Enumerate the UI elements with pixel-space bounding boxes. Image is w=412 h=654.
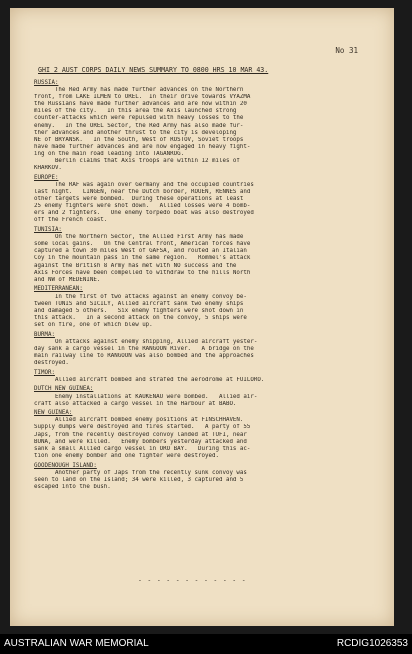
text-line: KHARKOV. (34, 165, 62, 172)
section-heading: TUNISIA: (34, 227, 62, 234)
text-line: sank a small Allied cargo vessel in ORO BAY. During this ac- (34, 445, 251, 452)
section-heading: MEDITERRANEAN: (34, 286, 83, 293)
section-heading: NEW GUINEA: (34, 410, 73, 417)
text-line: captured a town 30 miles West of GAFSA, and routed an Italian (34, 248, 247, 255)
text-line: In the first of two attacks against an enemy convoy be- (34, 293, 247, 300)
text-line: enemy. In the OREL Sector, the Red Army has also made fur- (34, 122, 244, 129)
text-line: other targets were bombed. During these operations at least (34, 196, 244, 203)
text-line: off the French coast. (34, 217, 108, 224)
text-line: The RAF was again over Germany and the occupied countries (34, 181, 254, 188)
section-heading: RUSSIA: (34, 80, 59, 86)
text-line: Another party of Japs from the recently sunk convoy was (34, 469, 247, 476)
section-heading: GOODENOUGH ISLAND: (34, 462, 97, 469)
text-line: main railway line to RANGOON was also bombed and the approaches (34, 352, 254, 359)
text-line: On the Northern Sector, the Allied First Army has made (34, 234, 244, 241)
text-line: destroyed. (34, 359, 69, 366)
text-line: counter-attacks which were repulsed with heavy losses to the (34, 115, 244, 122)
section (34, 175, 370, 225)
section-heading: EUROPE: (34, 174, 59, 181)
end-rule: - - - - - - - - - - - - (138, 576, 247, 584)
text-line: NE of BRYANSK. In the South, West of ROSTOV, Soviet troops (34, 136, 244, 143)
text-line: the Russians have made further advances and are now within 20 (34, 101, 247, 108)
section (34, 227, 370, 284)
text-line: On attacks against enemy shipping, Allied aircraft yester- (34, 338, 258, 345)
text-line: and NW of MEDENINE. (34, 276, 101, 283)
document-body (34, 80, 370, 494)
section (34, 80, 370, 172)
text-line: Enemy installations at KAUKENAU were bombed. Allied air- (34, 393, 258, 400)
text-line: front, from LAKE ILMEN to OREL. In their drive towards VYAZMA (34, 94, 251, 101)
text-line: Supply dumps were destroyed and fires started. A party of 55 (34, 424, 251, 431)
text-line: Coy in the mountain pass in the same region. Rommel's attack (34, 255, 251, 262)
section-heading: TIMOR: (34, 369, 55, 376)
text-line: Axis Forces have been compelled to withdraw to the hills North (34, 269, 251, 276)
text-line: Berlin claims that Axis troops are within 12 miles of (34, 158, 240, 165)
text-line: ing on the main road leading into TAGANROG. (34, 150, 185, 157)
text-line: miles of the city. In this area the Axis launched strong (34, 108, 237, 115)
section-heading: BURMA: (34, 331, 55, 338)
text-line: seen to land on the Island; 34 were killed, 3 captured and 5 (34, 476, 244, 483)
text-line: ther advances and another thrust to the city is developing (34, 129, 237, 136)
text-line: day sank a cargo vessel in the RANGOON River. A bridge on the (34, 345, 254, 352)
record-id: RCDIG1026353 (336, 638, 408, 649)
text-line: have made further advances and are now engaged in heavy fight- (34, 143, 251, 150)
section-heading: DUTCH NEW GUINEA: (34, 386, 94, 393)
text-line: 25 enemy fighters were shot down. Allied losses were 4 bomb- (34, 203, 251, 210)
text-line: Allied aircraft bombed and strafed the aerodrome at FUILORO. (34, 376, 265, 383)
document-page (10, 8, 394, 626)
section (34, 286, 370, 329)
section (34, 410, 370, 460)
text-line: tween TUNIS and SICILY, Allied aircraft sank two enemy ships (34, 300, 244, 307)
text-line: escaped into the bush. (34, 483, 111, 490)
text-line: The Red Army has made further advances on the Northern (34, 87, 244, 94)
document-number: No 31 (335, 46, 358, 55)
caption-bar (0, 634, 412, 654)
text-line: last night. LINGEN, near the Dutch border, ROUEN, RENNES and (34, 189, 251, 195)
text-line: craft also attacked a cargo vessel in the Harbour at BABO. (34, 400, 237, 407)
document-title: GHI 2 AUST CORPS DAILY NEWS SUMMARY TO 0800 HRS 10 MAR 43. (38, 66, 269, 74)
section (34, 386, 370, 407)
text-line: ers and 2 fighters. One enemy torpedo boat was also destroyed (34, 210, 254, 217)
text-line: this attack. In a second attack on the convoy, 5 ships were (34, 314, 247, 321)
section (34, 463, 370, 491)
text-line: some local gains. On the Central front, American forces have (34, 241, 251, 248)
text-line: Allied aircraft bombed enemy positions at FINSCHHAVEN. (34, 417, 244, 424)
text-line: set on fire, one of which blew up. (34, 321, 153, 328)
section (34, 332, 370, 367)
text-line: against the British 8 Army has met with NO success and the (34, 262, 237, 269)
text-line: Japs, from the recently destroyed convoy landed at TUFI, near (34, 431, 247, 438)
text-line: and damaged 5 others. Six enemy fighters were shot down in (34, 307, 244, 314)
section (34, 370, 370, 384)
text-line: tion one enemy bomber and one fighter were destroyed. (34, 452, 219, 459)
text-line: BUNA, and were killed. Enemy bombers yesterday attacked and (34, 438, 247, 445)
archive-name: AUSTRALIAN WAR MEMORIAL (4, 638, 149, 649)
